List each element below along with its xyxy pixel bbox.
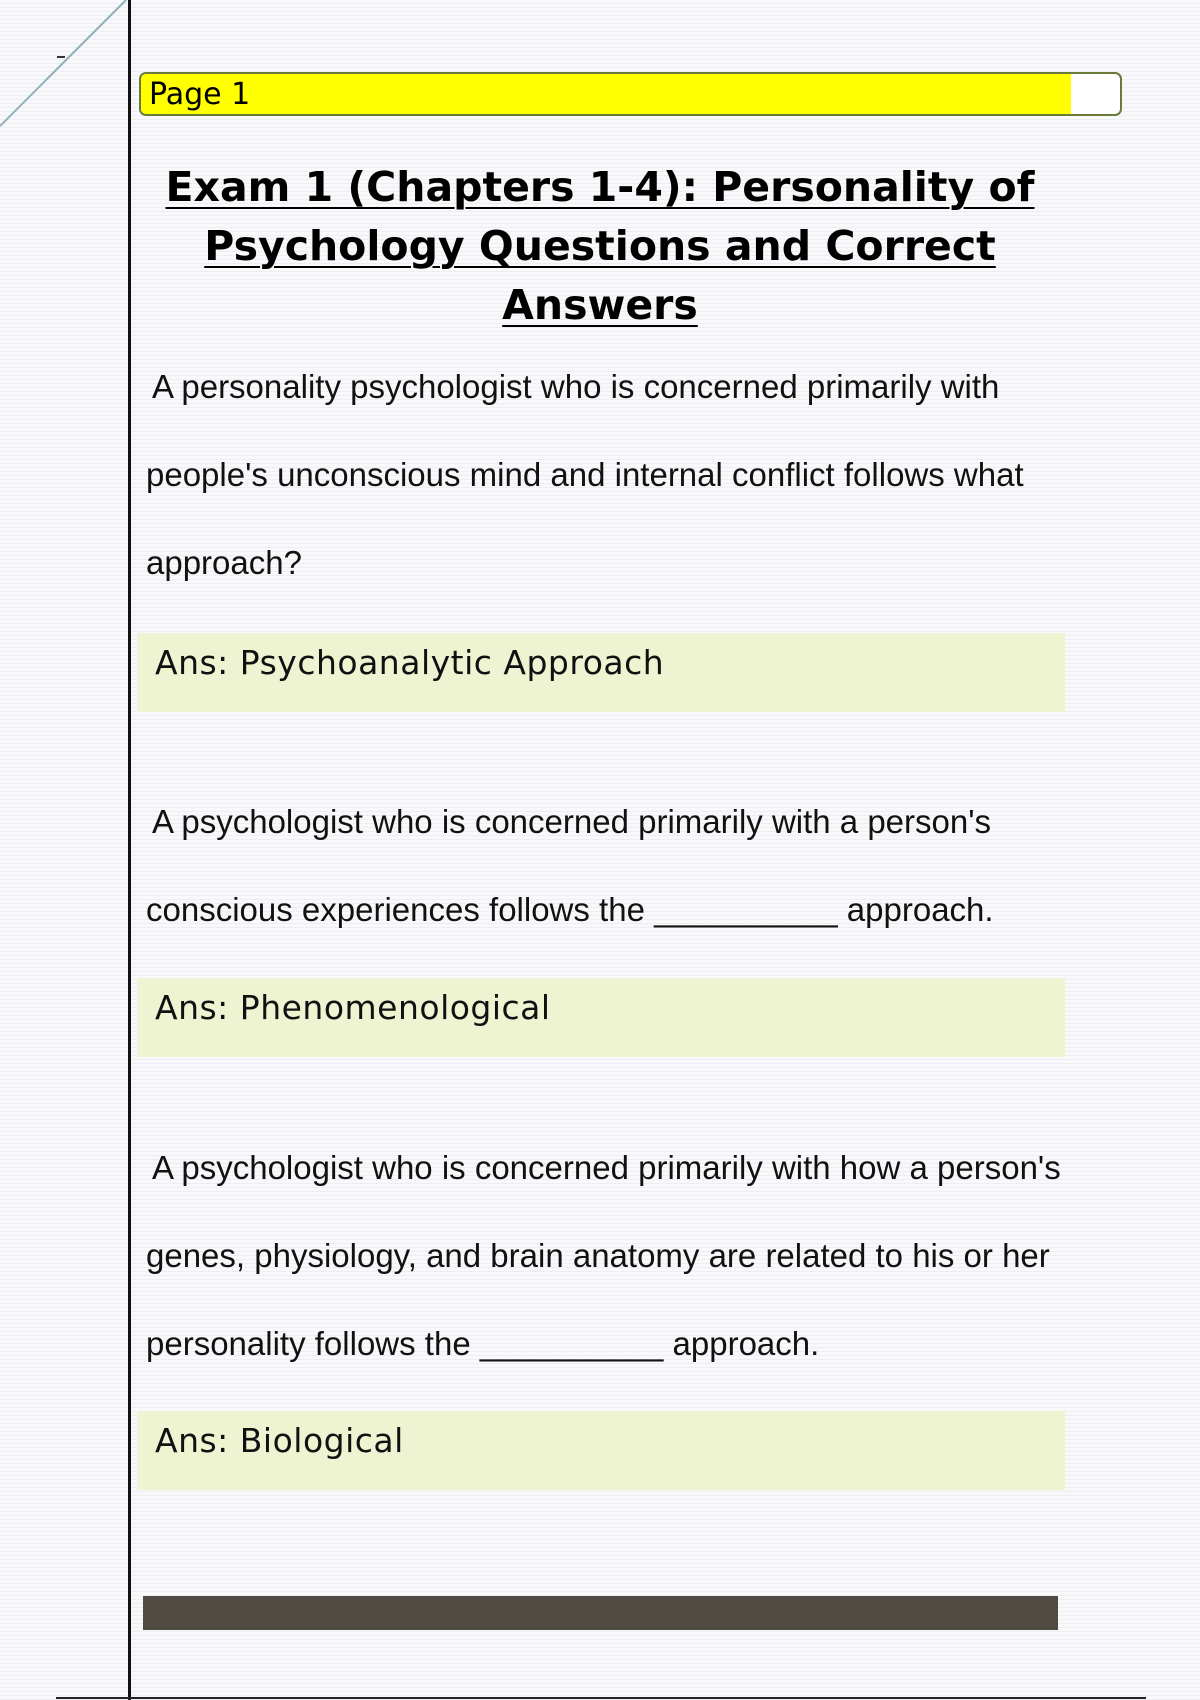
answer-box-3 [137,1411,1065,1490]
question-1: A personality psychologist who is concerned primarily with people's unconscious mind and internal conflict follows what approach? [146,368,1024,581]
answer-box-1 [137,633,1065,712]
page-header-bar [139,72,1122,116]
page-label: Page 1 [149,77,251,112]
page-header-fill [141,74,1071,114]
page-fold-corner [0,0,130,130]
bottom-rule [56,1697,1146,1699]
document-title: Exam 1 (Chapters 1-4): Personality of Psychology Questions and Correct Answers [165,163,1035,329]
answer-3: Ans: Biological [155,1421,404,1460]
left-margin-rule [128,0,131,1700]
answer-2: Ans: Phenomenological [155,988,551,1027]
question-2: A psychologist who is concerned primarily with a person's conscious experiences follows the __________ approach. [146,803,994,928]
answer-1: Ans: Psychoanalytic Approach [155,643,665,682]
answer-box-2 [137,978,1065,1057]
footer-bar [143,1596,1058,1630]
question-3: A psychologist who is concerned primarily with how a person's genes, physiology, and brain anatomy are related to his or her personality follows the __________ approach. [146,1149,1061,1362]
